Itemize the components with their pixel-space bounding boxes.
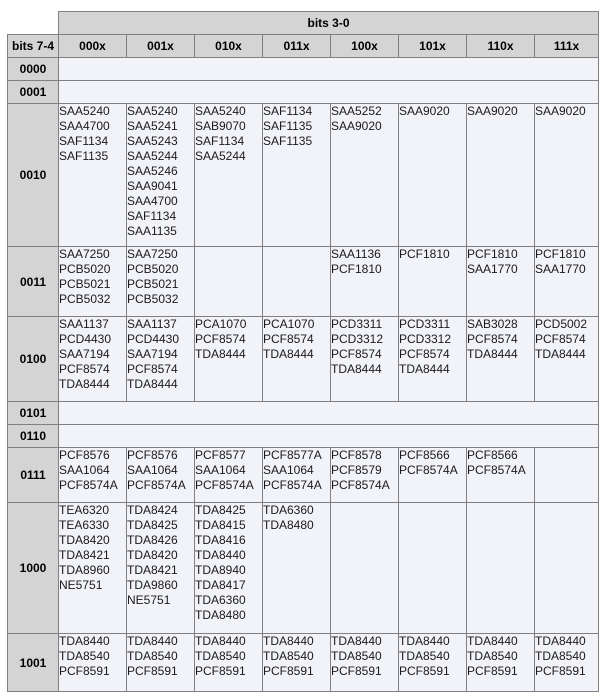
chip-name: SAA4700 bbox=[59, 119, 110, 133]
address-cell bbox=[195, 317, 263, 402]
table-row bbox=[8, 503, 599, 634]
chip-name: TDA8417 bbox=[195, 578, 246, 592]
chip-name: TEA6320 bbox=[59, 503, 110, 517]
chip-name: TEA6330 bbox=[59, 518, 110, 532]
chip-name: PCF8574A bbox=[59, 478, 118, 492]
chip-name: TDA8440 bbox=[195, 634, 246, 648]
address-cell bbox=[331, 634, 399, 692]
chip-name: TDA8420 bbox=[127, 548, 178, 562]
address-cell bbox=[331, 317, 399, 402]
chip-name: TDA8440 bbox=[195, 548, 246, 562]
chip-name: PCF8577A bbox=[263, 448, 322, 462]
address-cell bbox=[263, 317, 331, 402]
chip-name: PCA1070 bbox=[195, 317, 247, 331]
table-row bbox=[8, 634, 599, 692]
chip-name: TDA8960 bbox=[59, 563, 110, 577]
empty-row-cell bbox=[59, 81, 599, 104]
chip-name: SAA1136 bbox=[331, 247, 381, 261]
chip-name: SAA7250 bbox=[127, 247, 178, 261]
chip-name: TDA8421 bbox=[59, 548, 110, 562]
chip-name: SAF1135 bbox=[59, 149, 109, 163]
column-header-110x: 110x bbox=[467, 35, 535, 58]
corner-blank bbox=[8, 12, 59, 35]
chip-name: TDA8415 bbox=[195, 518, 246, 532]
chip-name: NE5751 bbox=[59, 578, 103, 592]
address-cell bbox=[59, 317, 127, 402]
chip-name: TDA8425 bbox=[195, 503, 246, 517]
address-cell bbox=[467, 104, 535, 247]
chip-name: PCD3311 bbox=[399, 317, 451, 331]
table-row bbox=[8, 317, 599, 402]
chip-name: PCF8574 bbox=[195, 332, 246, 346]
chip-name: TDA8444 bbox=[331, 362, 382, 376]
chip-name: SAA9020 bbox=[467, 104, 518, 118]
address-cell bbox=[535, 104, 599, 247]
table-row bbox=[8, 247, 599, 317]
i2c-address-table bbox=[7, 11, 599, 692]
chip-name: SAA1770 bbox=[467, 262, 518, 276]
chip-name: TDA8440 bbox=[59, 634, 110, 648]
chip-name: TDA8940 bbox=[195, 563, 246, 577]
bits-3-0-header: bits 3-0 bbox=[59, 12, 599, 35]
chip-name: TDA8424 bbox=[127, 503, 178, 517]
address-cell bbox=[59, 503, 127, 634]
chip-name: PCF8591 bbox=[127, 664, 178, 678]
table-row bbox=[8, 58, 599, 81]
chip-name: TDA8540 bbox=[535, 649, 586, 663]
address-cell bbox=[467, 317, 535, 402]
chip-name: TDA8540 bbox=[331, 649, 382, 663]
chip-name: SAA1064 bbox=[59, 463, 110, 477]
chip-name: PCB5021 bbox=[59, 277, 111, 291]
chip-name: SAF1134 bbox=[127, 209, 177, 223]
chip-name: PCB5020 bbox=[59, 262, 111, 276]
chip-name: SAA9020 bbox=[399, 104, 450, 118]
chip-name: TDA6360 bbox=[195, 593, 246, 607]
chip-name: TDA8540 bbox=[399, 649, 450, 663]
chip-name: TDA8444 bbox=[535, 347, 586, 361]
chip-name: PCF8579 bbox=[331, 463, 382, 477]
chip-name: TDA8420 bbox=[59, 533, 110, 547]
chip-name: PCF8574 bbox=[127, 362, 178, 376]
row-header-0101: 0101 bbox=[8, 402, 59, 425]
chip-name: TDA8480 bbox=[263, 518, 314, 532]
chip-name: SAF1135 bbox=[263, 134, 313, 148]
row-header-0010: 0010 bbox=[8, 104, 59, 247]
chip-name: PCF8574 bbox=[263, 332, 314, 346]
chip-name: PCA1070 bbox=[263, 317, 315, 331]
chip-name: PCF8574 bbox=[399, 347, 450, 361]
chip-name: SAA5252 bbox=[331, 104, 382, 118]
chip-name: TDA8425 bbox=[127, 518, 178, 532]
chip-name: PCF8576 bbox=[127, 448, 178, 462]
chip-name: PCD3311 bbox=[331, 317, 383, 331]
address-cell bbox=[535, 317, 599, 402]
chip-name: PCF8574 bbox=[59, 362, 110, 376]
chip-name: TDA8480 bbox=[195, 608, 246, 622]
address-cell bbox=[535, 503, 599, 634]
address-cell bbox=[535, 634, 599, 692]
chip-name: PCF8574A bbox=[195, 478, 254, 492]
row-header-0100: 0100 bbox=[8, 317, 59, 402]
table-body bbox=[8, 58, 599, 692]
chip-name: SAA5241 bbox=[127, 119, 178, 133]
chip-name: PCF1810 bbox=[535, 247, 586, 261]
chip-name: PCF8591 bbox=[263, 664, 314, 678]
chip-name: SAF1134 bbox=[59, 134, 109, 148]
address-cell bbox=[263, 247, 331, 317]
chip-name: SAF1134 bbox=[263, 104, 313, 118]
chip-name: TDA8540 bbox=[195, 649, 246, 663]
chip-name: PCF8577 bbox=[195, 448, 246, 462]
chip-name: NE5751 bbox=[127, 593, 171, 607]
address-cell bbox=[59, 448, 127, 503]
chip-name: TDA8540 bbox=[127, 649, 178, 663]
chip-name: PCF1810 bbox=[331, 262, 382, 276]
chip-name: PCF8566 bbox=[467, 448, 518, 462]
chip-name: SAA5244 bbox=[195, 149, 246, 163]
chip-name: SAA1064 bbox=[195, 463, 246, 477]
empty-row-cell bbox=[59, 58, 599, 81]
row-header-0111: 0111 bbox=[8, 448, 59, 503]
column-header-100x: 100x bbox=[331, 35, 399, 58]
chip-name: PCF8578 bbox=[331, 448, 382, 462]
address-cell bbox=[127, 317, 195, 402]
column-header-001x: 001x bbox=[127, 35, 195, 58]
chip-name: PCF8591 bbox=[399, 664, 450, 678]
address-cell bbox=[399, 104, 467, 247]
empty-row-cell bbox=[59, 425, 599, 448]
chip-name: PCF8574 bbox=[467, 332, 518, 346]
chip-name: PCF8574A bbox=[127, 478, 186, 492]
chip-name: PCD3312 bbox=[399, 332, 452, 346]
address-cell bbox=[535, 247, 599, 317]
address-cell bbox=[467, 634, 535, 692]
chip-name: TDA8444 bbox=[399, 362, 450, 376]
address-cell bbox=[59, 104, 127, 247]
chip-name: TDA8444 bbox=[59, 377, 110, 391]
address-cell bbox=[263, 634, 331, 692]
chip-name: TDA8440 bbox=[535, 634, 586, 648]
bits-7-4-header: bits 7-4 bbox=[8, 35, 59, 58]
chip-name: TDA8444 bbox=[195, 347, 246, 361]
address-cell bbox=[399, 503, 467, 634]
table-row bbox=[8, 104, 599, 247]
column-header-010x: 010x bbox=[195, 35, 263, 58]
chip-name: PCD3312 bbox=[331, 332, 384, 346]
chip-name: PCF8591 bbox=[535, 664, 586, 678]
chip-name: PCB5021 bbox=[127, 277, 179, 291]
chip-name: SAA1770 bbox=[535, 262, 586, 276]
chip-name: SAB9070 bbox=[195, 119, 246, 133]
chip-name: SAA7194 bbox=[59, 347, 110, 361]
chip-name: SAA1135 bbox=[127, 224, 177, 238]
chip-name: SAA4700 bbox=[127, 194, 178, 208]
table-row bbox=[8, 81, 599, 104]
address-cell bbox=[127, 104, 195, 247]
table-row bbox=[8, 448, 599, 503]
address-cell bbox=[263, 104, 331, 247]
chip-name: PCF8591 bbox=[59, 664, 110, 678]
chip-name: SAA5240 bbox=[127, 104, 178, 118]
address-cell bbox=[59, 247, 127, 317]
chip-name: SAA7194 bbox=[127, 347, 178, 361]
address-cell bbox=[195, 503, 263, 634]
address-cell bbox=[127, 503, 195, 634]
column-header-000x: 000x bbox=[59, 35, 127, 58]
chip-name: PCF8576 bbox=[59, 448, 110, 462]
address-cell bbox=[535, 448, 599, 503]
chip-name: SAA5244 bbox=[127, 149, 178, 163]
chip-name: SAF1135 bbox=[263, 119, 313, 133]
chip-name: TDA8440 bbox=[331, 634, 382, 648]
chip-name: PCF8574A bbox=[399, 463, 458, 477]
address-cell bbox=[263, 503, 331, 634]
address-cell bbox=[399, 247, 467, 317]
chip-name: SAA7250 bbox=[59, 247, 110, 261]
chip-name: SAA9041 bbox=[127, 179, 178, 193]
chip-name: SAA9020 bbox=[331, 119, 382, 133]
chip-name: PCF1810 bbox=[399, 247, 450, 261]
chip-name: PCF8574A bbox=[331, 478, 390, 492]
chip-name: TDA8426 bbox=[127, 533, 178, 547]
chip-name: SAA1064 bbox=[127, 463, 178, 477]
address-cell bbox=[467, 448, 535, 503]
chip-name: TDA8444 bbox=[467, 347, 518, 361]
address-cell bbox=[127, 634, 195, 692]
chip-name: PCF8591 bbox=[467, 664, 518, 678]
chip-name: TDA6360 bbox=[263, 503, 314, 517]
chip-name: PCB5020 bbox=[127, 262, 179, 276]
address-cell bbox=[467, 503, 535, 634]
chip-name: PCF8574 bbox=[535, 332, 586, 346]
row-header-0000: 0000 bbox=[8, 58, 59, 81]
chip-name: SAB3028 bbox=[467, 317, 518, 331]
chip-name: PCF8574A bbox=[263, 478, 322, 492]
column-header-101x: 101x bbox=[399, 35, 467, 58]
chip-name: TDA8444 bbox=[263, 347, 314, 361]
chip-name: TDA8540 bbox=[59, 649, 110, 663]
chip-name: SAA5246 bbox=[127, 164, 178, 178]
table-header bbox=[8, 12, 599, 58]
address-cell bbox=[331, 503, 399, 634]
address-cell bbox=[331, 247, 399, 317]
chip-name: PCD4430 bbox=[127, 332, 180, 346]
row-header-0110: 0110 bbox=[8, 425, 59, 448]
row-header-1001: 1001 bbox=[8, 634, 59, 692]
address-cell bbox=[127, 448, 195, 503]
address-cell bbox=[399, 448, 467, 503]
empty-row-cell bbox=[59, 402, 599, 425]
chip-name: TDA9860 bbox=[127, 578, 178, 592]
chip-name: SAA1137 bbox=[127, 317, 177, 331]
column-header-011x: 011x bbox=[263, 35, 331, 58]
chip-name: PCF8591 bbox=[331, 664, 382, 678]
row-header-0001: 0001 bbox=[8, 81, 59, 104]
table-row bbox=[8, 425, 599, 448]
chip-name: SAA9020 bbox=[535, 104, 586, 118]
address-cell bbox=[195, 104, 263, 247]
address-cell bbox=[127, 247, 195, 317]
chip-name: TDA8444 bbox=[127, 377, 178, 391]
chip-name: TDA8416 bbox=[195, 533, 246, 547]
address-cell bbox=[331, 104, 399, 247]
chip-name: PCF8591 bbox=[195, 664, 246, 678]
chip-name: TDA8540 bbox=[263, 649, 314, 663]
chip-name: SAF1134 bbox=[195, 134, 245, 148]
chip-name: TDA8440 bbox=[127, 634, 178, 648]
chip-name: PCF8574A bbox=[467, 463, 526, 477]
chip-name: PCF1810 bbox=[467, 247, 518, 261]
address-cell bbox=[399, 634, 467, 692]
address-cell bbox=[399, 317, 467, 402]
chip-name: TDA8440 bbox=[399, 634, 450, 648]
chip-name: TDA8440 bbox=[467, 634, 518, 648]
chip-name: PCD4430 bbox=[59, 332, 112, 346]
chip-name: TDA8440 bbox=[263, 634, 314, 648]
table-row bbox=[8, 402, 599, 425]
chip-name: SAA5243 bbox=[127, 134, 178, 148]
chip-name: SAA1064 bbox=[263, 463, 314, 477]
address-table-wrapper bbox=[7, 11, 599, 692]
address-cell bbox=[467, 247, 535, 317]
column-header-111x: 111x bbox=[535, 35, 599, 58]
address-cell bbox=[195, 634, 263, 692]
address-cell bbox=[263, 448, 331, 503]
address-cell bbox=[195, 448, 263, 503]
chip-name: TDA8540 bbox=[467, 649, 518, 663]
chip-name: PCB5032 bbox=[59, 292, 111, 306]
row-header-1000: 1000 bbox=[8, 503, 59, 634]
chip-name: PCD5002 bbox=[535, 317, 588, 331]
chip-name: SAA1137 bbox=[59, 317, 109, 331]
address-cell bbox=[331, 448, 399, 503]
chip-name: TDA8421 bbox=[127, 563, 178, 577]
chip-name: SAA5240 bbox=[59, 104, 110, 118]
address-cell bbox=[59, 634, 127, 692]
chip-name: PCF8574 bbox=[331, 347, 382, 361]
chip-name: PCF8566 bbox=[399, 448, 450, 462]
address-cell bbox=[195, 247, 263, 317]
chip-name: PCB5032 bbox=[127, 292, 179, 306]
row-header-0011: 0011 bbox=[8, 247, 59, 317]
chip-name: SAA5240 bbox=[195, 104, 246, 118]
